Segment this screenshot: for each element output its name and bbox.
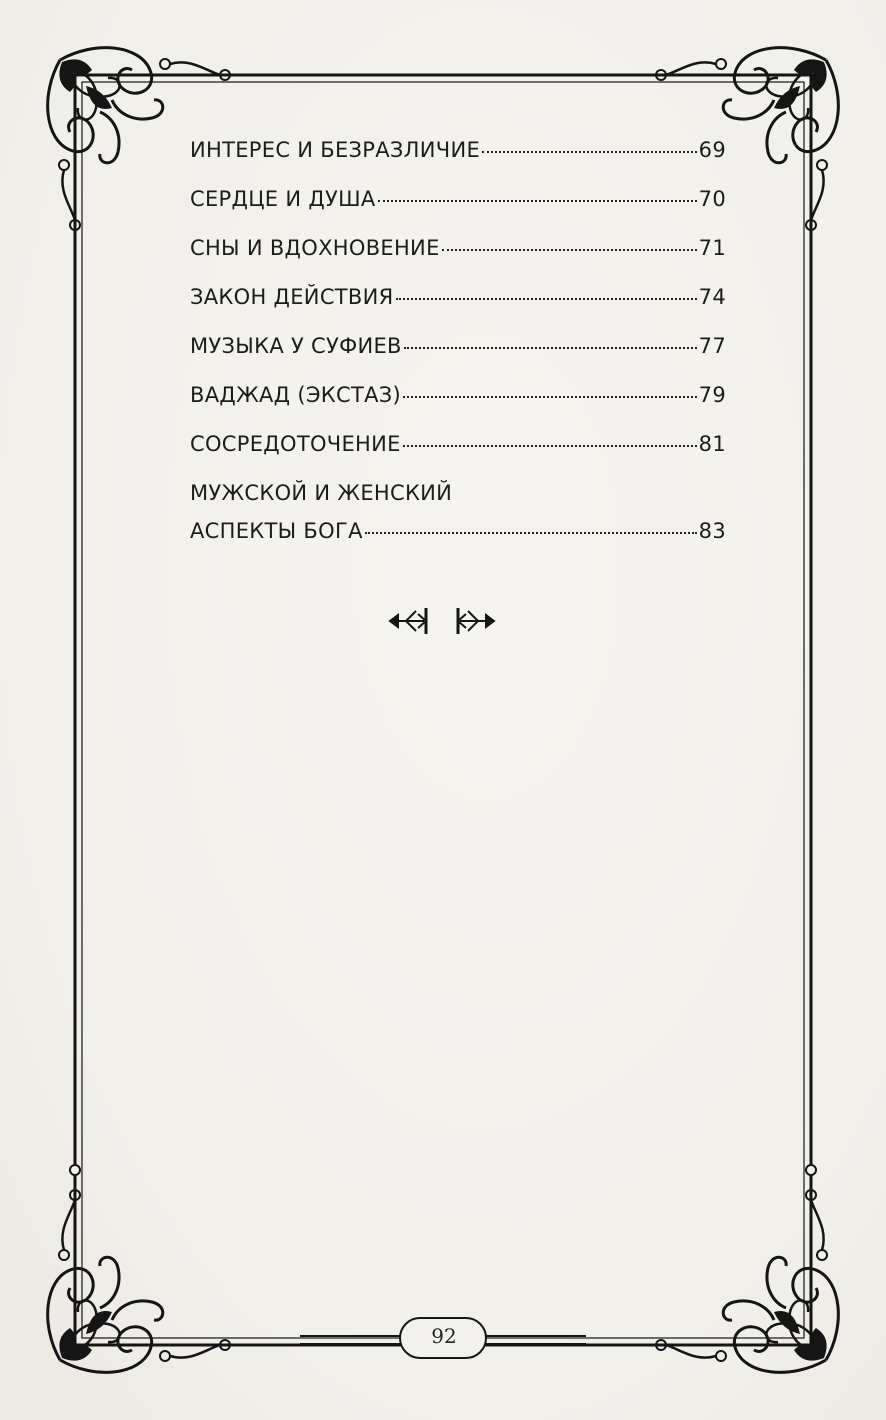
- leader-dots: [482, 151, 697, 153]
- toc-entry-page: 71: [698, 236, 726, 260]
- toc-entry[interactable]: [190, 138, 726, 187]
- toc-entry[interactable]: [190, 432, 726, 481]
- leader-dots: [442, 249, 697, 251]
- toc-entry[interactable]: [190, 187, 726, 236]
- toc-entry[interactable]: [190, 236, 726, 285]
- toc-entry-page: 81: [698, 432, 726, 456]
- toc-entry[interactable]: [190, 383, 726, 432]
- arrow-divider-icon: [388, 604, 496, 638]
- leader-dots: [396, 298, 697, 300]
- toc-entry-title: МУЖСКОЙ И ЖЕНСКИЙ: [190, 481, 453, 505]
- toc-entry-page: 77: [698, 334, 726, 358]
- toc-entry-line1[interactable]: [190, 481, 726, 519]
- toc-entry-page: 70: [698, 187, 726, 211]
- leader-dots: [403, 445, 697, 447]
- table-of-contents: [190, 138, 726, 568]
- toc-entry-title: СОСРЕДОТОЧЕНИЕ: [190, 432, 401, 456]
- toc-entry-page: 83: [698, 519, 726, 543]
- leader-dots: [378, 200, 697, 202]
- leader-dots: [365, 532, 697, 534]
- toc-entry-title: МУЗЫКА У СУФИЕВ: [190, 334, 402, 358]
- leader-dots: [403, 396, 697, 398]
- toc-entry-page: 69: [698, 138, 726, 162]
- toc-entry[interactable]: [190, 334, 726, 383]
- toc-entry[interactable]: [190, 519, 726, 568]
- toc-entry-title: АСПЕКТЫ БОГА: [190, 519, 363, 543]
- toc-entry-title: ЗАКОН ДЕЙСТВИЯ: [190, 285, 394, 309]
- toc-entry[interactable]: [190, 285, 726, 334]
- toc-entry-page: 74: [698, 285, 726, 309]
- toc-entry-title: СЕРДЦЕ И ДУША: [190, 187, 376, 211]
- toc-entry-title: ВАДЖАД (ЭКСТАЗ): [190, 383, 402, 407]
- toc-entry-title: ИНТЕРЕС И БЕЗРАЗЛИЧИЕ: [190, 138, 481, 162]
- toc-entry-title: СНЫ И ВДОХНОВЕНИЕ: [190, 236, 440, 260]
- toc-entry-page: 79: [698, 383, 726, 407]
- page-number: 92: [431, 1324, 457, 1348]
- leader-dots: [404, 347, 697, 349]
